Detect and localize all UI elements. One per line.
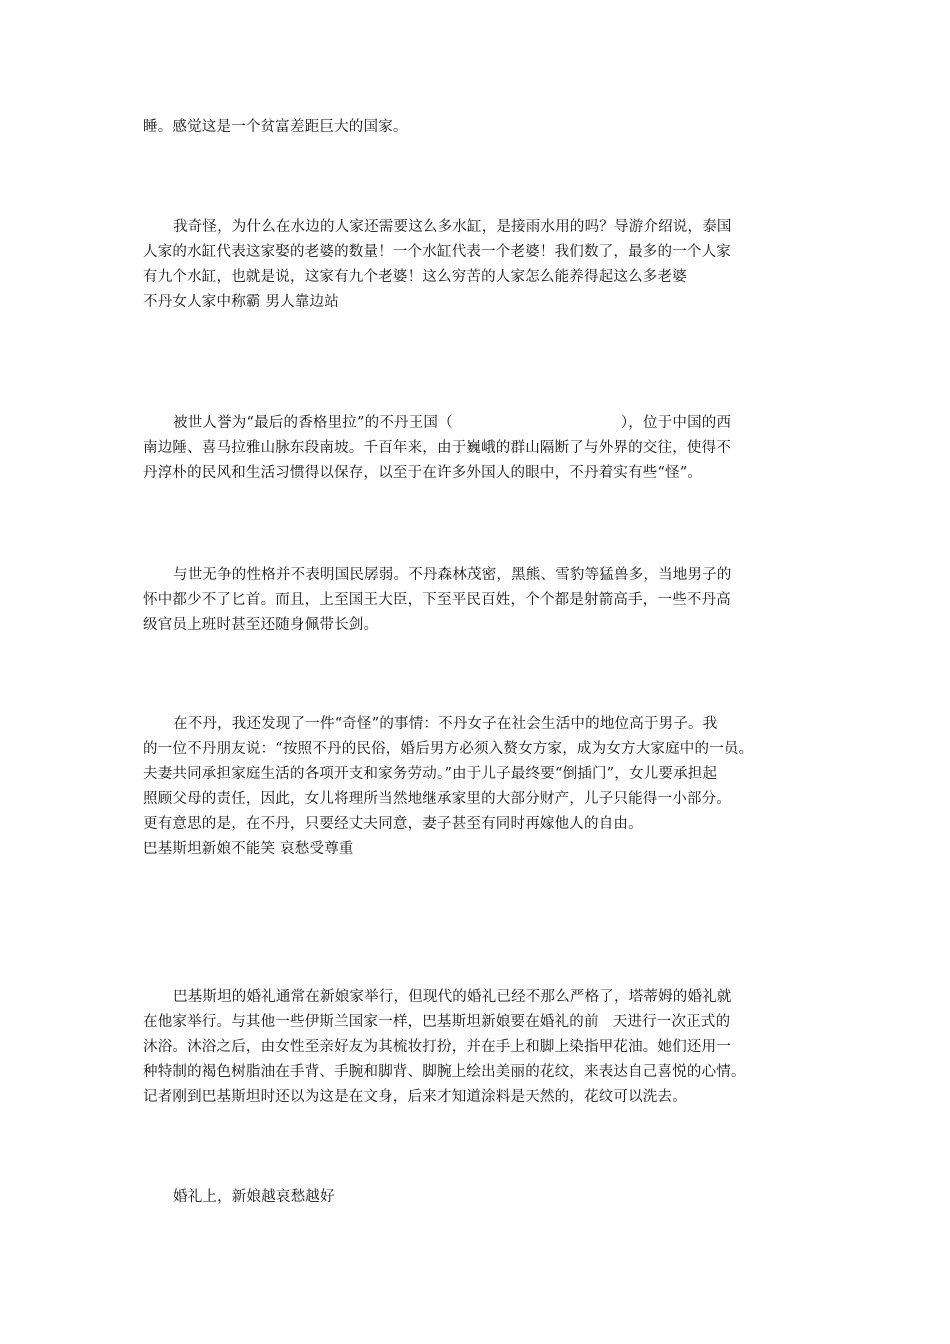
paragraph-4 — [143, 563, 813, 638]
text-line: 种特制的褐色树脂油在手背、手腕和脚背、脚腕上绘出美丽的花纹，来表达自己喜悦的心情。 — [143, 1064, 746, 1080]
text-segment: 被世人誉为“最后的香格里拉”的不丹王国（ — [173, 415, 453, 431]
text-line: 在不丹，我还发现了一件“奇怪”的事情：不丹女子在社会生活中的地位高于男子。我 — [173, 716, 718, 732]
text-line: 丹淳朴的民风和生活习惯得以保存，以至于在许多外国人的眼中，不丹着实有些“怪”。 — [143, 465, 703, 481]
text-line: 更有意思的是，在不丹，只要经丈夫同意，妻子甚至有同时再嫁他人的自由。 — [143, 816, 643, 832]
text-line: 夫妻共同承担家庭生活的各项开支和家务劳动。”由于儿子最终要“倒插门”，女儿要承担起 — [143, 766, 718, 782]
text-line: 的一位不丹朋友说：“按照不丹的民俗，婚后男方必须入赘女方家，成为女方大家庭中的一员。 — [143, 741, 754, 757]
text-line: 怀中都少不了匕首。而且，上至国王大臣，下至平民百姓，个个都是射箭高手，一些不丹高 — [143, 592, 731, 608]
text-line: 南边陲、喜马拉雅山脉东段南坡。千百年来，由于巍峨的群山隔断了与外界的交往，使得不 — [143, 440, 731, 456]
text-line — [143, 411, 813, 436]
text-line: 睡。感觉这是一个贫富差距巨大的国家。 — [143, 119, 408, 135]
text-line: 照顾父母的责任，因此，女儿将理所当然地继承家里的大部分财产，儿子只能得一小部分。 — [143, 791, 731, 807]
paragraph-2 — [143, 215, 813, 315]
text-line: 婚礼上，新娘越哀愁越好 — [173, 1189, 335, 1205]
text-line: 我奇怪，为什么在水边的人家还需要这么多水缸，是接雨水用的吗？导游介绍说，泰国 — [173, 219, 732, 235]
text-line: 记者刚到巴基斯坦时还以为这是在文身，后来才知道涂料是天然的，花纹可以洗去。 — [143, 1089, 687, 1105]
paragraph-7 — [143, 1185, 813, 1210]
text-line: 人家的水缸代表这家娶的老婆的数量！一个水缸代表一个老婆！我们数了，最多的一个人家 — [143, 244, 731, 260]
text-line: 级官员上班时甚至还随身佩带长剑。 — [143, 617, 379, 633]
text-line — [143, 1010, 813, 1035]
section-heading: 巴基斯坦新娘不能笑 哀愁受尊重 — [143, 841, 354, 857]
text-segment: ），位于中国的西 — [620, 415, 732, 431]
text-line: 有九个水缸，也就是说，这家有九个老婆！这么穷苦的人家怎么能养得起这么多老婆 — [143, 269, 687, 285]
text-line: 沐浴。沐浴之后，由女性至亲好友为其梳妆打扮，并在手上和脚上染指甲花油。她们还用一 — [143, 1039, 731, 1055]
paragraph-3 — [143, 411, 813, 486]
text-segment: 天进行一次正式的 — [612, 1014, 731, 1030]
paragraph-5 — [143, 712, 813, 862]
section-heading: 不丹女人家中称霸 男人靠边站 — [143, 294, 339, 310]
text-segment: 在他家举行。与其他一些伊斯兰国家一样，巴基斯坦新娘要在婚礼的前 — [143, 1014, 599, 1030]
text-line: 巴基斯坦的婚礼通常在新娘家举行，但现代的婚礼已经不那么严格了，塔蒂姆的婚礼就 — [173, 989, 732, 1005]
paragraph-6 — [143, 985, 813, 1110]
text-line: 与世无争的性格并不表明国民孱弱。不丹森林茂密，黑熊、雪豹等猛兽多，当地男子的 — [173, 567, 732, 583]
paragraph-1 — [143, 115, 813, 140]
